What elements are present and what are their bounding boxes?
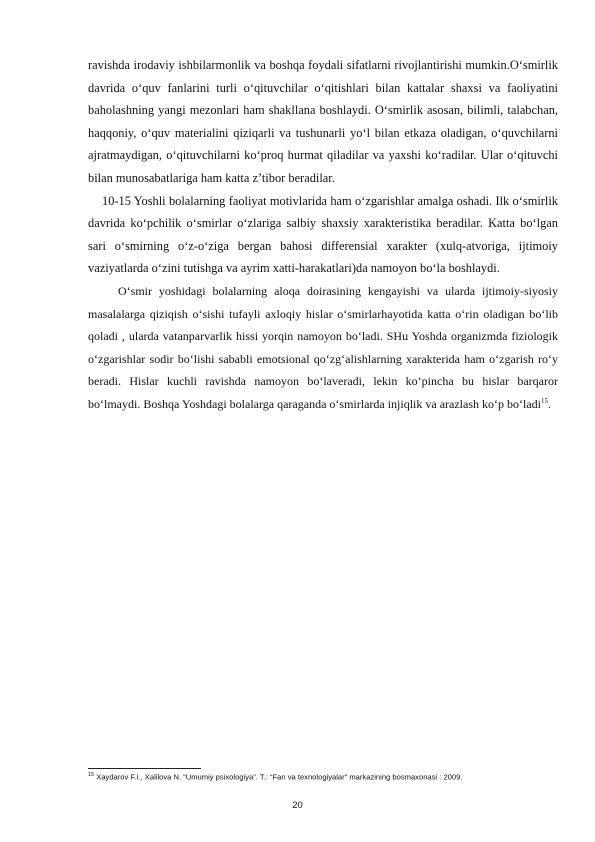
footnote-number: 15 [88,772,95,778]
footnote-divider [88,768,201,769]
footnote-reference: 15 [541,396,548,405]
footnote-text: Xaydarov F.I., Xalilova N. “Umumiy psixologiya”. T.: “Fan va texnologiyalar” markazining bosmaxonasi : 2009. [96,772,463,782]
paragraph-3: O‘smir yoshidagi bolalarning aloqa doirasining kengayishi va ularda ijtimoiy-siyosiy masalalarga qiziqish o‘sishi tufayli axloqiy hislar o‘smirlarhayotida katta o‘rin oladigan bo‘lib qoladi , ularda vatanparvarlik hissi yorqin namoyon bo‘ladi. SHu Yoshda organizmda fiziologik o‘zgarishlar sodir bo‘lishi sababli emotsional qo‘zg‘alishlarning xarakterida ham o‘zgarish ro‘y beradi. Hislar kuchli ravishda namoyon bo‘laveradi, lekin ko‘pincha bu hislar barqaror bo‘lmaydi. Boshqa Yoshdagi bolalarga qaraganda o‘smirlarda injiqlik va arazlash ko‘p bo‘ladi$^{15}$. [88,283,558,411]
footnote [88,772,558,782]
paragraph-2: 10-15 Yoshli bolalarning faoliyat motivlarida ham o‘zgarishlar amalga oshadi. Ilk o‘smirlik davrida ko‘pchilik o‘smirlar o‘zlariga salbiy shaxsiy xarakteristika beradilar. Katta bo‘lgan sari o‘smirning o‘z-o‘ziga bergan bahosi differensial xarakter (xulq-atvoriga, ijtimoiy vaziyatlarda o‘zini tutishga va ayrim xatti-harakatlari)da namoyon bo‘la boshlaydi. [88,193,558,276]
page-body [88,54,558,416]
paragraph-1: ravishda irodaviy ishbilarmonlik va boshqa foydali sifatlarni rivojlantirishi mumkin.O‘smirlik davrida o‘quv fanlarini turli o‘qituvchilar o‘qitishlari bilan kattalar shaxsi va faoliyatini baholashning yangi mezonlari ham shakllana boshlaydi. O‘smirlik asosan, bilimli, talabchan, haqqoniy, o‘quv materialini qiziqarli va tushunarli yo‘l bilan etkaza oladigan, o‘quvchilarni ajratmaydigan, o‘qituvchilarni ko‘proq hurmat qiladilar va yaxshi ko‘radilar. Ular o‘qituvchi bilan munosabatlariga ham katta z’tibor beradilar. [88,58,558,185]
paragraph-3-text: O‘smir yoshidagi bolalarning aloqa doirasining kengayishi va ularda ijtimoiy-siyosiy masalalarga qiziqish o‘sishi tufayli axloqiy hislar o‘smirlarhayotida katta o‘rin oladigan bo‘lib qoladi , ularda vatanparvarlik hissi yorqin namoyon bo‘ladi. SHu Yoshda organizmda fiziologik o‘zgarishlar sodir bo‘lishi sababli emotsional qo‘zg‘alishlarning xarakterida ham o‘zgarish ro‘y beradi. Hislar kuchli ravishda namoyon bo‘laveradi, lekin ko‘pincha bu hislar barqaror bo‘lmaydi. Boshqa Yoshdagi bolalarga qaraganda o‘smirlarda injiqlik va arazlash ko‘p bo‘ladi [88,283,558,411]
page-number: 20 [292,800,303,811]
